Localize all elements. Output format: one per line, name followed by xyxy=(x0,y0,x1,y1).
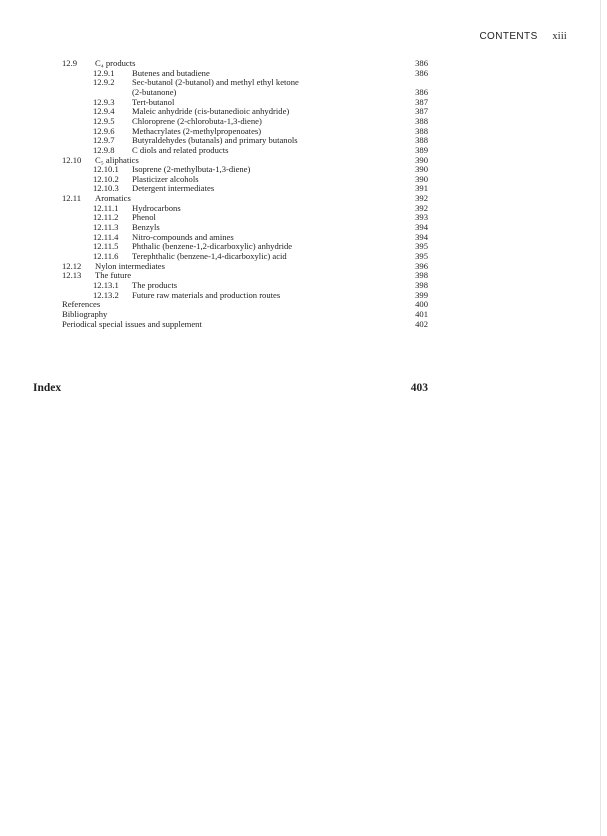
toc-entry-page: 395 xyxy=(415,241,428,252)
toc-entry-title: Phenol xyxy=(132,212,156,223)
toc-entry-page: 401 xyxy=(415,308,428,319)
toc-entry-number: 12.11.5 xyxy=(93,241,119,252)
toc-entry xyxy=(0,58,607,68)
toc-entry-number: 12.9.3 xyxy=(93,96,115,107)
toc-entry-title: C diols and related products xyxy=(132,144,229,155)
toc-entry xyxy=(0,97,607,107)
header-section: CONTENTS xyxy=(479,31,538,42)
toc-entry-page: 388 xyxy=(415,125,428,136)
toc-entry-number: 12.13 xyxy=(62,270,82,281)
toc-entry-number: 12.9.5 xyxy=(93,115,115,126)
toc-entry-title: Phthalic (benzene-1,2-dicarboxylic) anhydride xyxy=(132,241,293,252)
toc-entry-page: 395 xyxy=(415,251,428,261)
toc-entry-page: 398 xyxy=(415,279,428,290)
toc-entry-title: Maleic anhydride (cis-butanedioic anhydride) xyxy=(132,106,290,117)
toc-entry-number: 12.11.4 xyxy=(93,231,119,242)
toc-entry-title: Aromatics xyxy=(95,193,131,204)
toc-entry-page: 386 xyxy=(415,67,428,78)
toc-entry-number: 12.12 xyxy=(62,260,82,271)
toc-entry-title: Benzyls xyxy=(132,222,160,233)
toc-entry-number: 12.10.2 xyxy=(93,173,119,184)
toc-entry xyxy=(0,135,607,145)
toc-entry xyxy=(0,68,607,78)
toc-entry-title: References xyxy=(62,299,101,310)
toc-entry-number: 12.11.6 xyxy=(93,251,119,261)
toc-entry-title: C₄ products xyxy=(95,58,136,68)
toc-entry-number: 12.9 xyxy=(62,58,78,68)
toc-entry-page: 388 xyxy=(415,135,428,146)
toc-entry xyxy=(0,241,607,251)
toc-entry-title: (2-butanone) xyxy=(132,86,177,97)
toc-entry-number: 12.13.2 xyxy=(93,289,119,300)
toc-entry-page: 394 xyxy=(415,231,428,242)
index-page: 403 xyxy=(410,382,428,394)
index-entry xyxy=(0,382,607,396)
toc-entry-title: Tert-butanol xyxy=(132,96,175,107)
toc-entry-title: Hydrocarbons xyxy=(132,202,181,213)
toc-entry-page: 392 xyxy=(415,202,428,213)
toc-entry-page: 388 xyxy=(415,115,428,126)
toc-entry-title: Methacrylates (2-methylpropenoates) xyxy=(132,125,262,136)
toc-entry xyxy=(0,280,607,290)
toc-entry-page: 398 xyxy=(415,270,428,281)
toc-entry xyxy=(0,193,607,203)
toc-entry xyxy=(0,251,607,261)
toc-entry xyxy=(0,77,607,87)
toc-entry xyxy=(0,116,607,126)
toc-entry-page: 400 xyxy=(415,299,428,310)
toc-entry-page: 389 xyxy=(415,144,428,155)
toc-entry-title: Detergent intermediates xyxy=(132,183,215,194)
index-title: Index xyxy=(33,382,62,394)
toc-entry xyxy=(0,87,607,97)
toc-entry-title: The future xyxy=(95,270,132,281)
toc-entry-page: 396 xyxy=(415,260,428,271)
toc-entry-number: 12.13.1 xyxy=(93,279,119,290)
toc-entry xyxy=(0,232,607,242)
toc-entry-number: 12.11.2 xyxy=(93,212,119,223)
toc-entry xyxy=(0,126,607,136)
toc-entry xyxy=(0,183,607,193)
toc-entry-number: 12.11 xyxy=(62,193,82,204)
toc-entry xyxy=(0,299,607,309)
toc-entry-title: Butyraldehydes (butanals) and primary butanols xyxy=(132,135,298,146)
toc-entry-title: Bibliography xyxy=(62,308,108,319)
toc-entry-title: C₅ aliphatics xyxy=(95,154,139,165)
toc-entry-title: Plasticizer alcohols xyxy=(132,173,199,184)
toc-entry-page: 402 xyxy=(415,318,428,329)
toc-entry-number: 12.9.2 xyxy=(93,77,115,88)
toc-entry-number: 12.11.3 xyxy=(93,222,119,233)
toc-entry-page: 390 xyxy=(415,154,428,165)
toc-entry xyxy=(0,222,607,232)
toc-entry xyxy=(0,212,607,222)
toc-entry-number: 12.9.8 xyxy=(93,144,115,155)
toc-entry-page: 390 xyxy=(415,173,428,184)
toc-entry-page: 386 xyxy=(415,58,428,68)
toc-entry-page: 391 xyxy=(415,183,428,194)
toc-entry xyxy=(0,106,607,116)
toc-entry-title: Nitro-compounds and amines xyxy=(132,231,234,242)
toc-entry-title: Nylon intermediates xyxy=(95,260,165,271)
toc-entry-page: 392 xyxy=(415,193,428,204)
toc-entry-number: 12.10 xyxy=(62,154,82,165)
header-page-number: xiii xyxy=(552,31,567,42)
toc-entry-page: 387 xyxy=(415,106,428,117)
toc-entry-title: Butenes and butadiene xyxy=(132,67,210,78)
toc-entry-title: Future raw materials and production routes xyxy=(132,289,281,300)
toc-entry-number: 12.9.7 xyxy=(93,135,115,146)
page-edge xyxy=(600,0,601,836)
toc-entry-number: 12.9.6 xyxy=(93,125,115,136)
toc-entry-number: 12.10.3 xyxy=(93,183,119,194)
toc-entry xyxy=(0,174,607,184)
toc-entry-page: 393 xyxy=(415,212,428,223)
toc-entry-title: Terephthalic (benzene-1,4-dicarboxylic) acid xyxy=(132,251,287,261)
running-header xyxy=(479,31,567,42)
toc-entry-number: 12.9.1 xyxy=(93,67,115,78)
toc-entry-page: 387 xyxy=(415,96,428,107)
toc-entry-number: 12.9.4 xyxy=(93,106,115,117)
toc-entry xyxy=(0,290,607,300)
toc-entry-page: 386 xyxy=(415,86,428,97)
toc-entry xyxy=(0,309,607,319)
toc-entry-number: 12.10.1 xyxy=(93,164,119,175)
toc-entry-page: 390 xyxy=(415,164,428,175)
toc-entry-page: 394 xyxy=(415,222,428,233)
toc-entry-title: The products xyxy=(132,279,178,290)
toc-entry xyxy=(0,319,607,329)
toc-entry xyxy=(0,270,607,280)
toc-entry-title: Isoprene (2-methylbuta-1,3-diene) xyxy=(132,164,251,175)
toc-entry xyxy=(0,261,607,271)
toc-entry-title: Chloroprene (2-chlorobuta-1,3-diene) xyxy=(132,115,262,126)
toc-entry xyxy=(0,164,607,174)
toc-entry-title: Periodical special issues and supplement xyxy=(62,318,202,329)
toc-entry xyxy=(0,203,607,213)
toc-entry-title: Sec-butanol (2-butanol) and methyl ethyl ketone xyxy=(132,77,299,88)
toc-entry-number: 12.11.1 xyxy=(93,202,119,213)
toc-entry-page: 399 xyxy=(415,289,428,300)
toc-entry xyxy=(0,155,607,165)
toc-entry xyxy=(0,145,607,155)
